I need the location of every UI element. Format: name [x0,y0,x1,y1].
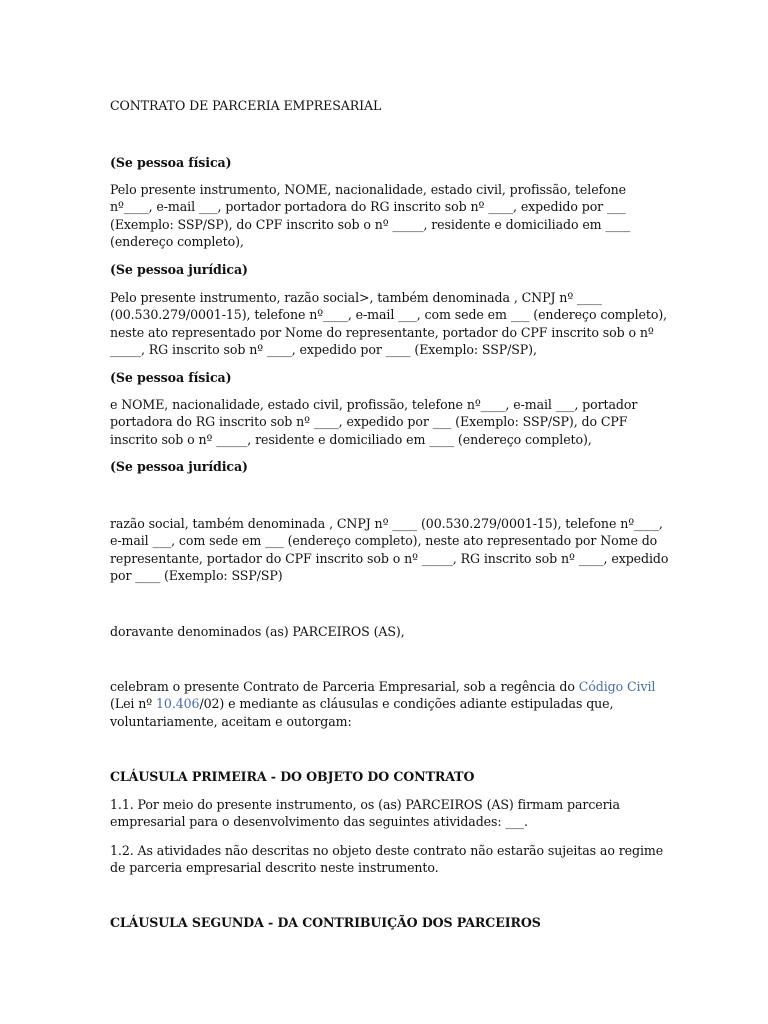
paragraph-pessoa-juridica-1: Pelo presente instrumento, razão social>, também denominada , CNPJ nº ____ (00.530.279/0001-15), telefone nº____, e-mail ___, com sede em ___ (endereço completo), neste ato representado por Nome do representante, portador do CPF inscrito sob o nº _____, RG inscrito sob nº ____, expedido por ____ (Exemplo: SSP/SP), [110,290,668,357]
heading-pessoa-fisica-2: (Se pessoa física) [110,370,232,385]
clause-1-title: CLÁUSULA PRIMEIRA - DO OBJETO DO CONTRATO [110,769,475,784]
clause-1-1: 1.1. Por meio do presente instrumento, os (as) PARCEIROS (AS) firmam parceria empresarial para o desenvolvimento das seguintes atividades: ___. [110,797,620,830]
heading-pessoa-fisica-1: (Se pessoa física) [110,155,232,170]
paragraph-pessoa-fisica-1: Pelo presente instrumento, NOME, nacionalidade, estado civil, profissão, telefone nº____, e-mail ___, portador portadora do RG inscrito sob nº ____, expedido por ___ (Exemplo: SSP/SP), do CPF inscrito sob o nº _____, residente e domiciliado em ____ (endereço completo), [110,182,631,249]
link-codigo-civil[interactable]: Código Civil [578,679,656,694]
clause-1-2: 1.2. As atividades não descritas no objeto deste contrato não estarão sujeitas ao regime de parceria empresarial descrito neste instrumento. [110,843,664,876]
paragraph-pessoa-juridica-2: razão social, também denominada , CNPJ nº ____ (00.530.279/0001-15), telefone nº____, e-mail ___, com sede em ___ (endereço completo), neste ato representado por Nome do representante, portador do CPF inscrito sob o nº _____, RG inscrito sob nº ____, expedido por ____ (Exemplo: SSP/SP) [110,516,669,583]
celebram-text-after: /02) e mediante as cláusulas e condições adiante estipuladas que, voluntariamente, aceitam e outorgam: [110,696,614,729]
heading-pessoa-juridica-1: (Se pessoa jurídica) [110,262,248,277]
paragraph-celebram [110,678,670,730]
heading-pessoa-juridica-2: (Se pessoa jurídica) [110,459,248,474]
link-lei-10406[interactable]: 10.406 [156,696,200,712]
celebram-text-before: celebram o presente Contrato de Parceria Empresarial, sob a regência do [110,679,579,694]
document-title: CONTRATO DE PARCERIA EMPRESARIAL [110,98,382,113]
paragraph-pessoa-fisica-2: e NOME, nacionalidade, estado civil, profissão, telefone nº____, e-mail ___, portador portadora do RG inscrito sob nº ____, expedido por ___ (Exemplo: SSP/SP), do CPF inscrito sob o nº _____, residente e domiciliado em ____ (endereço completo), [110,397,638,447]
clause-2-title: CLÁUSULA SEGUNDA - DA CONTRIBUIÇÃO DOS PARCEIROS [110,915,541,930]
paragraph-parceiros: doravante denominados (as) PARCEIROS (AS), [110,624,405,639]
celebram-text-middle: (Lei nº [110,696,156,712]
